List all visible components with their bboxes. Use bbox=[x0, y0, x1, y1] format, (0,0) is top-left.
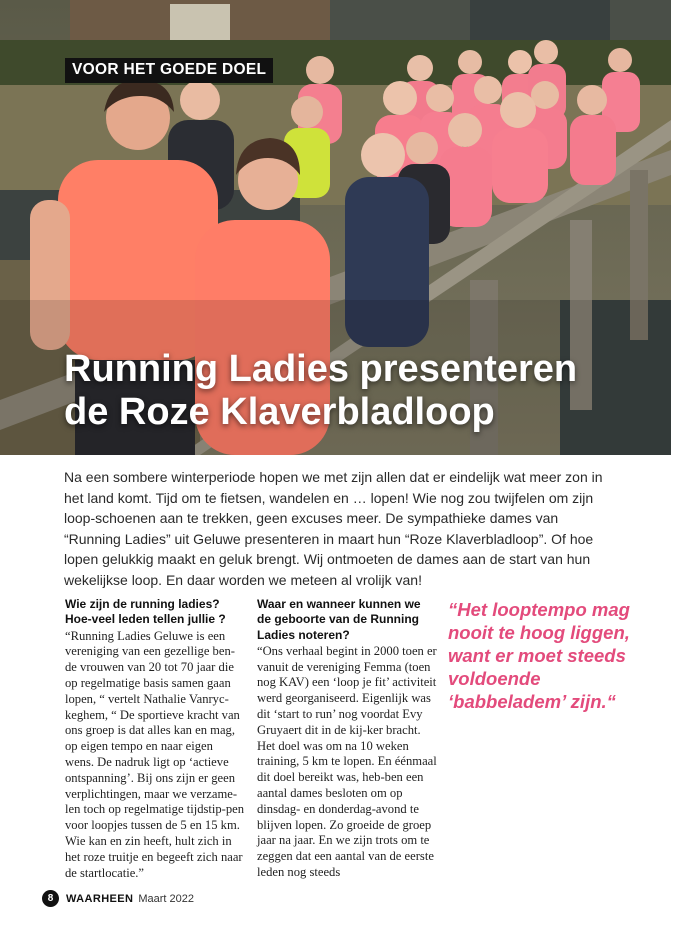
question-heading-2: Waar en wanneer kunnen we de geboorte van de Running Ladies noteren? bbox=[257, 597, 421, 642]
intro-paragraph: Na een sombere winterperiode hopen we met zijn allen dat er eindelijk wat meer zon in het land komt. Tijd om te fietsen, wandelen en … lopen! Wie nog zou twijfelen om zijn loop-schoenen aan te trekken, geen excuses meer. De sympathieke dames van “Running Ladies” uit Geluwe presenteren in maart hun “Roze Klaverbladloop”. Of hoe lopen gelukkig maakt en geluk brengt. Wij ontmoeten de dames aan de start van hun wekelijkse loop. En daar worden we meteen al vrolijk van! bbox=[64, 469, 603, 588]
pull-quote: “Het looptempo mag nooit te hoog liggen, want er moet steeds voldoende ‘babbeladem’ zijn.“ bbox=[448, 599, 630, 712]
article-column-1 bbox=[65, 597, 245, 881]
page-number: 8 bbox=[42, 890, 59, 907]
magazine-name: WAARHEEN bbox=[66, 892, 134, 905]
issue-date: Maart 2022 bbox=[138, 892, 195, 905]
hero-photo bbox=[0, 0, 671, 455]
title-line-1: Running Ladies presenteren bbox=[64, 348, 578, 390]
answer-text-2: “Ons verhaal begint in 2000 toen er vanuit de vereniging Femma (toen nog KAV) een ‘loop je fit’ activiteit werd georganiseerd. Eigenlijk was dit ‘start to run’ nog voordat Evy Gruyaert dit in de kij-ker bracht. Het doel was om na 10 weken training, 5 km te lopen. En éénmaal dit doel bereikt was, heb-ben een aantal dames besloten om op dinsdag- en donderdag-avond te blijven lopen. Zo groeide de groep jaar na jaar. En we zijn trots om te zeggen dat een aantal van de eerste leden nog steeds bbox=[257, 643, 437, 880]
question-heading-1: Wie zijn de running ladies? Hoe-veel leden tellen jullie ? bbox=[65, 597, 226, 627]
article-title bbox=[64, 348, 664, 434]
article-column-2 bbox=[257, 597, 437, 881]
page-footer bbox=[42, 890, 194, 907]
title-line-2: de Roze Klaverbladloop bbox=[64, 391, 495, 433]
category-tag: VOOR HET GOEDE DOEL bbox=[65, 58, 273, 83]
answer-text-1: “Running Ladies Geluwe is een vereniging van een gezellige ben-de vrouwen van 20 tot 70 jaar die op regelmatige basis samen gaan lopen, “ vertelt Nathalie Vanryc-keghem, “ De sportieve kracht van ons groep is dat alles kan en mag, op eigen tempo en naar eigen wens. De nadruk ligt op ‘actieve ontspanning’. Bij ons zijn er geen verplichtingen, maar we verzame-len toch op regelmatige tijdstip-pen voor loopjes tussen de 5 en 15 km. Wie kan en zin heeft, hult zich in het roze truitje en begeeft zich naar de startlocatie.” bbox=[65, 628, 245, 880]
